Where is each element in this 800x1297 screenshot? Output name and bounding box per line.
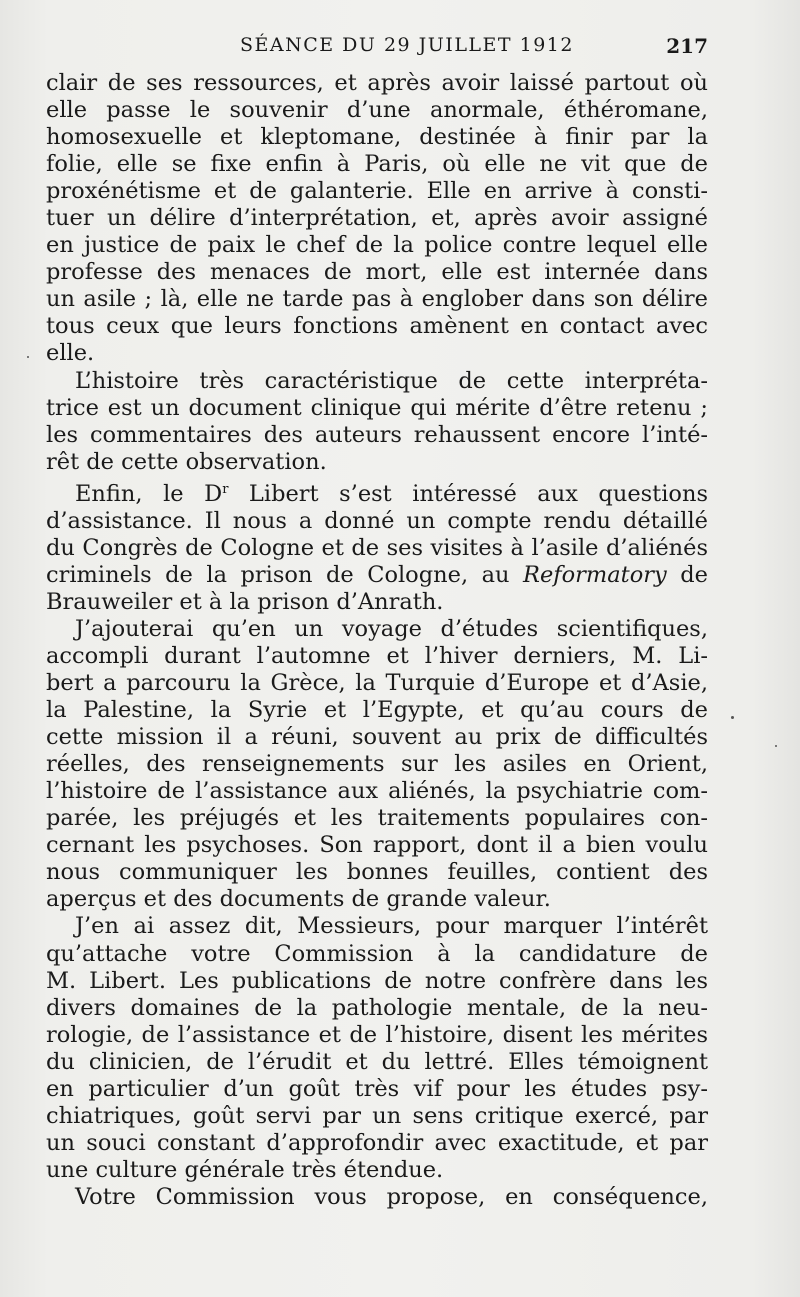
text-line: Enfin, le $D^r$ Libert s’est intéressé aux questions [75, 480, 709, 507]
text-line: M. Libert. Les publications de notre confrère dans les [46, 967, 708, 994]
text-line: d’assistance. Il nous a donné un compte rendu détaillé [46, 507, 708, 534]
text-line: en particulier d’un goût très vif pour les études psy- [46, 1075, 708, 1102]
text-line: cette mission il a réuni, souvent au prix de difficultés [46, 724, 708, 751]
text-line: un asile ; là, elle ne tarde pas à englober dans son délire [46, 286, 708, 313]
text-line: du Congrès de Cologne et de ses visites à l’asile d’aliénés [46, 534, 708, 561]
text-line: la Palestine, la Syrie et l’Egypte, et qu’au cours de [46, 697, 708, 724]
ink-speck [27, 356, 29, 358]
text-line: trice est un document clinique qui mérite d’être retenu ; [46, 394, 708, 421]
text-line: elle. [46, 340, 95, 367]
running-title-text: SÉANCE DU 29 JUILLET 1912 [240, 34, 574, 56]
text-line: Brauweiler et à la prison d’Anrath. [46, 588, 444, 615]
text-line: folie, elle se fixe enfin à Paris, où elle ne vit que de [46, 151, 708, 178]
text-line: proxénétisme et de galanterie. Elle en arrive à consti- [46, 178, 708, 205]
text-line: chiatriques, goût servi par un sens critique exercé, par [46, 1102, 708, 1129]
text-line: J’en ai assez dit, Messieurs, pour marquer l’intérêt [75, 913, 708, 940]
text-line: L’histoire très caractéristique de cette interpréta- [75, 367, 708, 394]
text-line: qu’attache votre Commission à la candidature de [46, 940, 708, 967]
text-line: du clinicien, de l’érudit et du lettré. Elles témoignent [46, 1048, 708, 1075]
text-line: homosexuelle et kleptomane, destinée à finir par la [46, 124, 708, 151]
text-line: accompli durant l’automne et l’hiver derniers, M. Li- [46, 642, 708, 669]
text-line: J’ajouterai qu’en un voyage d’études scientifiques, [75, 615, 708, 642]
text-line: elle passe le souvenir d’une anormale, éthéromane, [46, 97, 708, 124]
text-line: en justice de paix le chef de la police contre lequel elle [46, 232, 708, 259]
text-line: rologie, de l’assistance et de l’histoire, disent les mérites [46, 1021, 708, 1048]
ink-speck [775, 745, 777, 747]
text-line: bert a parcouru la Grèce, la Turquie d’Europe et d’Asie, [46, 670, 708, 697]
text-line: cernant les psychoses. Son rapport, dont il a bien voulu [46, 832, 708, 859]
text-line: professe des menaces de mort, elle est internée dans [46, 259, 708, 286]
text-line: tuer un délire d’interprétation, et, après avoir assigné [46, 205, 708, 232]
text-line: réelles, des renseignements sur les asiles en Orient, [46, 751, 708, 778]
text-line: une culture générale très étendue. [46, 1156, 444, 1183]
text-line: tous ceux que leurs fonctions amènent en contact avec [46, 313, 708, 340]
text-line: l’histoire de l’assistance aux aliénés, la psychiatrie com- [46, 778, 708, 805]
page-header [46, 34, 708, 64]
text-line: parée, les préjugés et les traitements populaires con- [46, 805, 708, 832]
ink-speck [731, 716, 734, 719]
text-line: un souci constant d’approfondir avec exactitude, et par [46, 1129, 708, 1156]
text-line: Votre Commission vous propose, en conséquence, [75, 1183, 708, 1210]
text-line: nous communiquer les bonnes feuilles, contient des [46, 859, 708, 886]
running-title [46, 34, 708, 56]
text-line: les commentaires des auteurs rehaussent encore l’inté- [46, 421, 708, 448]
body-text [46, 70, 708, 1211]
text-line: divers domaines de la pathologie mentale, de la neu- [46, 994, 708, 1021]
page-number: 217 [666, 34, 708, 58]
text-line: aperçus et des documents de grande valeur. [46, 886, 551, 913]
text-line: rêt de cette observation. [46, 448, 327, 475]
text-line: clair de ses ressources, et après avoir laissé partout où [46, 70, 708, 96]
text-line: criminels de la prison de Cologne, au Reformatory de [46, 561, 708, 588]
